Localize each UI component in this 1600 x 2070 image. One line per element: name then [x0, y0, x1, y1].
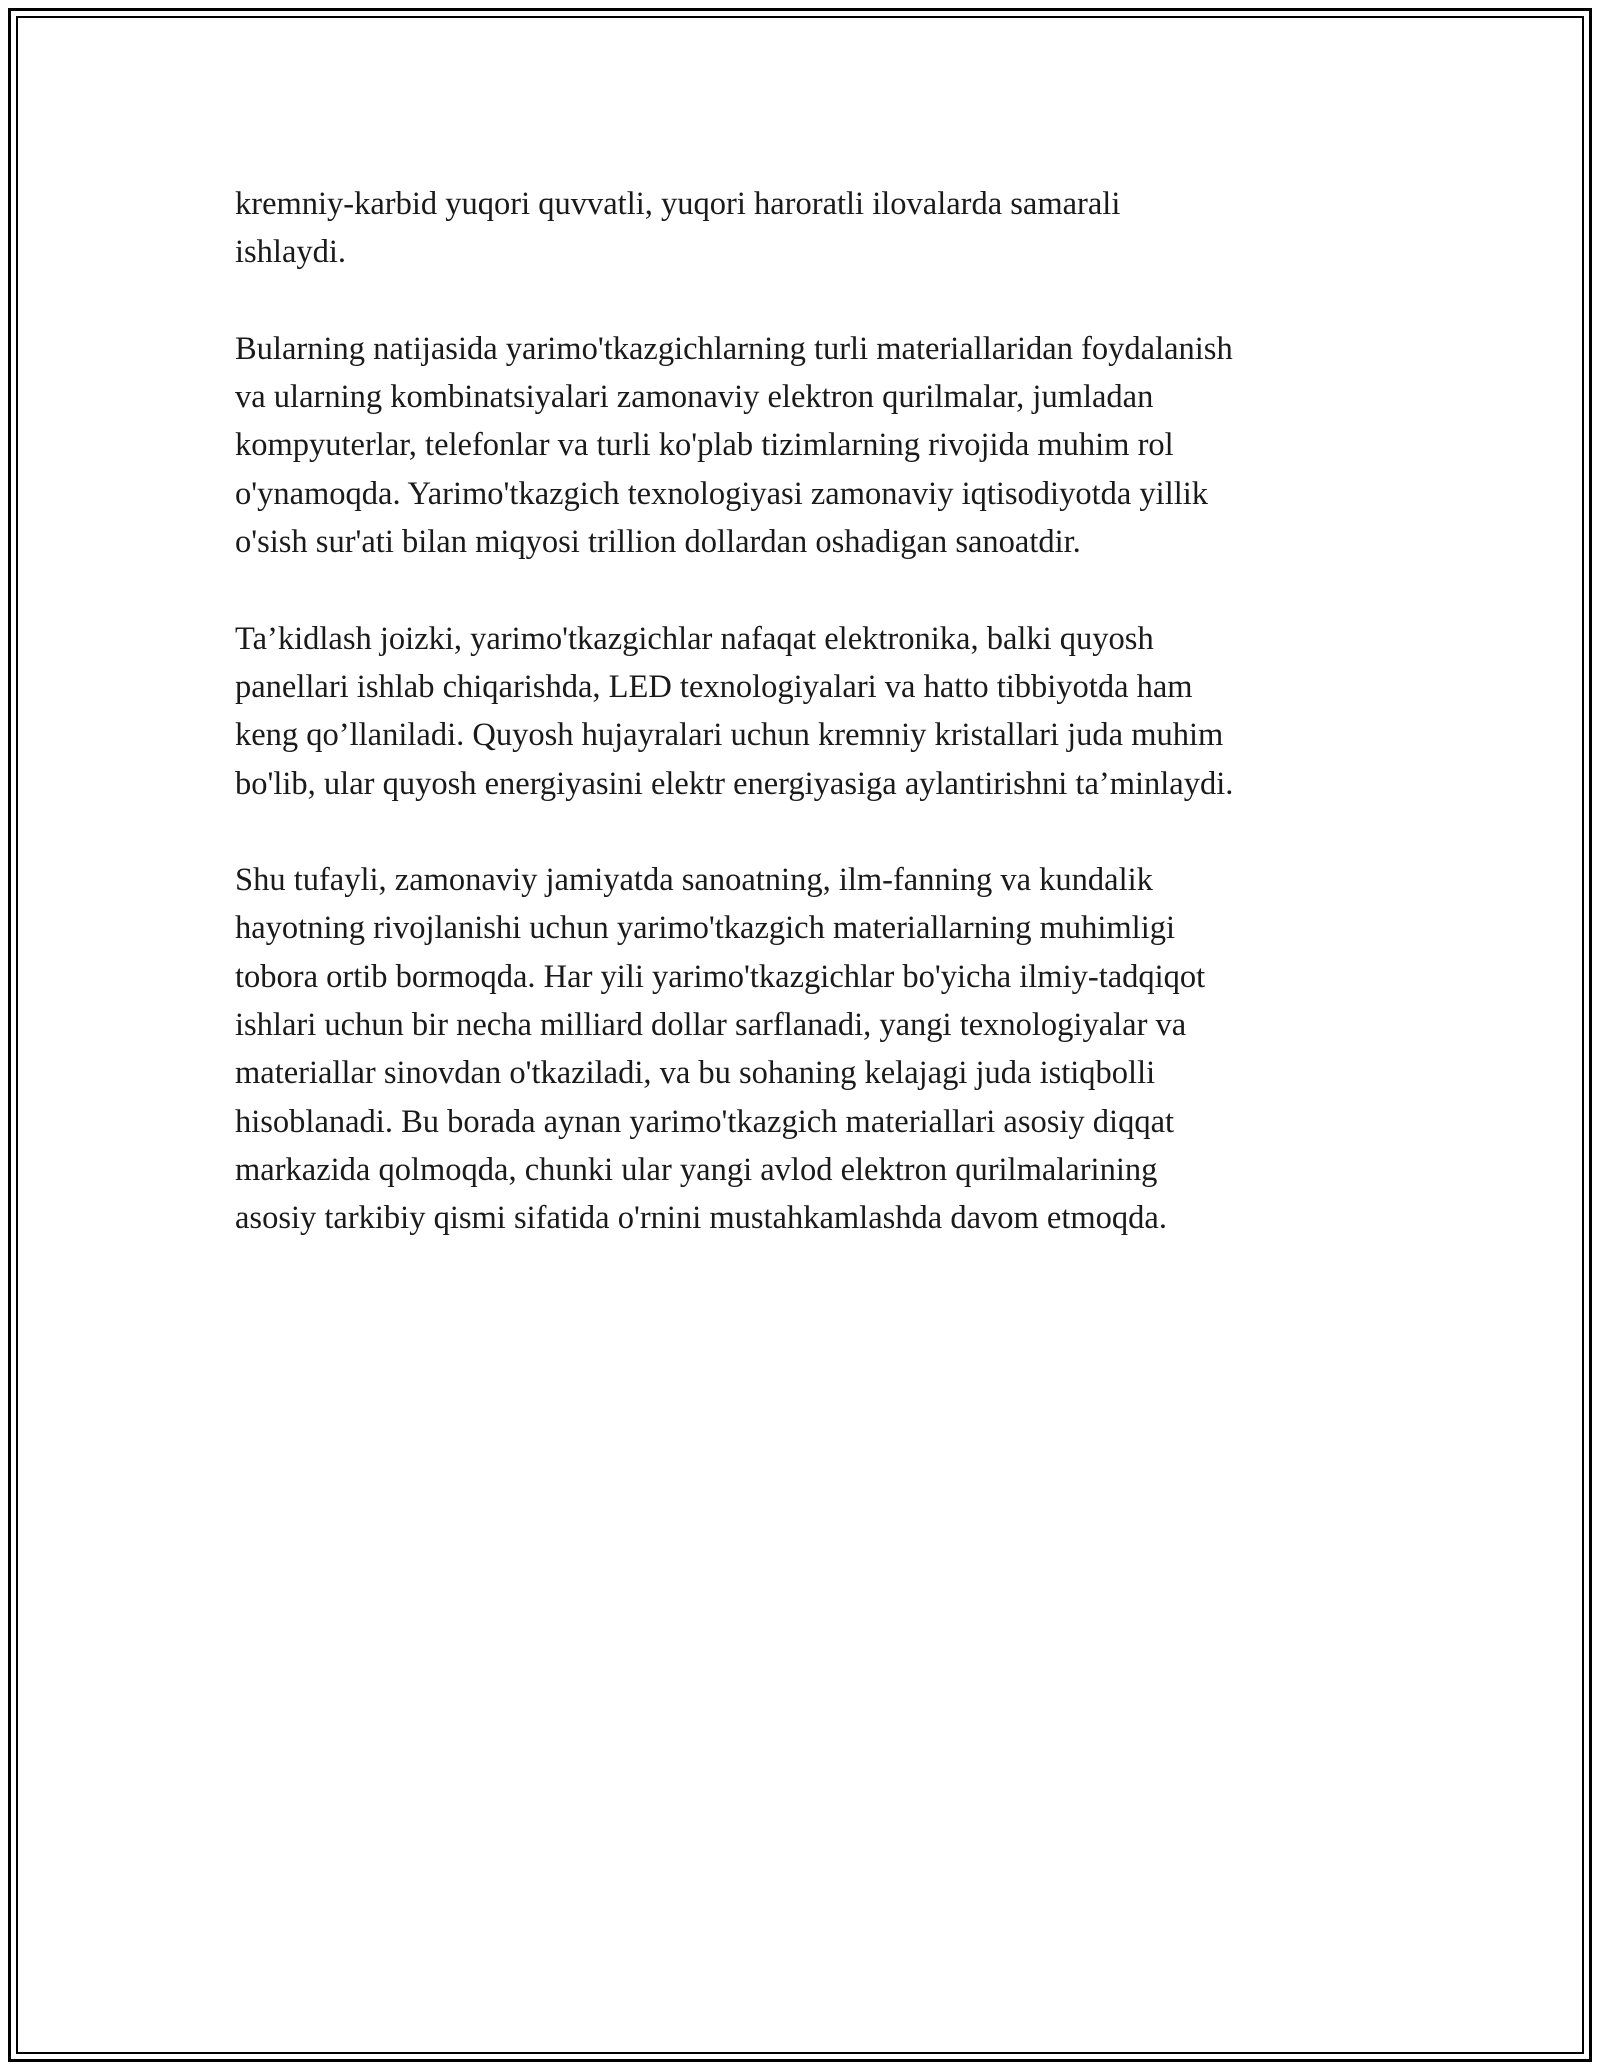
paragraph-3 — [235, 615, 1385, 808]
paragraph-1 — [235, 180, 1385, 277]
paragraph-4 — [235, 856, 1385, 1242]
document-body — [235, 180, 1385, 1291]
text-line: ishlaydi. — [235, 234, 347, 271]
text-line: kompyuterlar, telefonlar va turli ko'plab tizimlarning rivojida muhim rol — [235, 427, 1174, 464]
text-line: keng qo’llaniladi. Quyosh hujayralari uchun kremniy kristallari juda muhim — [235, 717, 1224, 754]
text-line: kremniy-karbid yuqori quvvatli, yuqori haroratli ilovalarda samarali — [235, 186, 1121, 222]
text-line: panellari ishlab chiqarishda, LED texnologiyalari va hatto tibbiyotda ham — [235, 668, 1193, 705]
text-line: hayotning rivojlanishi uchun yarimo'tkazgich materiallarning muhimligi — [235, 910, 1176, 947]
text-line: o'sish sur'ati bilan miqyosi trillion dollardan oshadigan sanoatdir. — [235, 524, 1081, 561]
text-line: va ularning kombinatsiyalari zamonaviy elektron qurilmalar, jumladan — [235, 379, 1154, 416]
text-line: o'ynamoqda. Yarimo'tkazgich texnologiyasi zamonaviy iqtisodiyotda yillik — [235, 475, 1209, 512]
text-line: hisoblanadi. Bu borada aynan yarimo'tkazgich materiallari asosiy diqqat — [235, 1103, 1175, 1140]
text-line: Bularning natijasida yarimo'tkazgichlarning turli materiallaridan foydalanish — [235, 330, 1233, 367]
text-line: bo'lib, ular quyosh energiyasini elektr energiyasiga aylantirishni ta’minlaydi. — [235, 765, 1234, 802]
text-line: markazida qolmoqda, chunki ular yangi avlod elektron qurilmalarining — [235, 1151, 1158, 1188]
text-line: materiallar sinovdan o'tkaziladi, va bu sohaning kelajagi juda istiqbolli — [235, 1055, 1156, 1092]
paragraph-2 — [235, 325, 1385, 566]
text-line: ishlari uchun bir necha milliard dollar sarflanadi, yangi texnologiyalar va — [235, 1007, 1187, 1044]
text-line: asosiy tarkibiy qismi sifatida o'rnini mustahkamlashda davom etmoqda. — [235, 1200, 1167, 1237]
text-line: Shu tufayli, zamonaviy jamiyatda sanoatning, ilm-fanning va kundalik — [235, 862, 1153, 899]
text-line: tobora ortib bormoqda. Har yili yarimo'tkazgichlar bo'yicha ilmiy-tadqiqot — [235, 958, 1206, 995]
text-line: Ta’kidlash joizki, yarimo'tkazgichlar nafaqat elektronika, balki quyosh — [235, 620, 1154, 657]
